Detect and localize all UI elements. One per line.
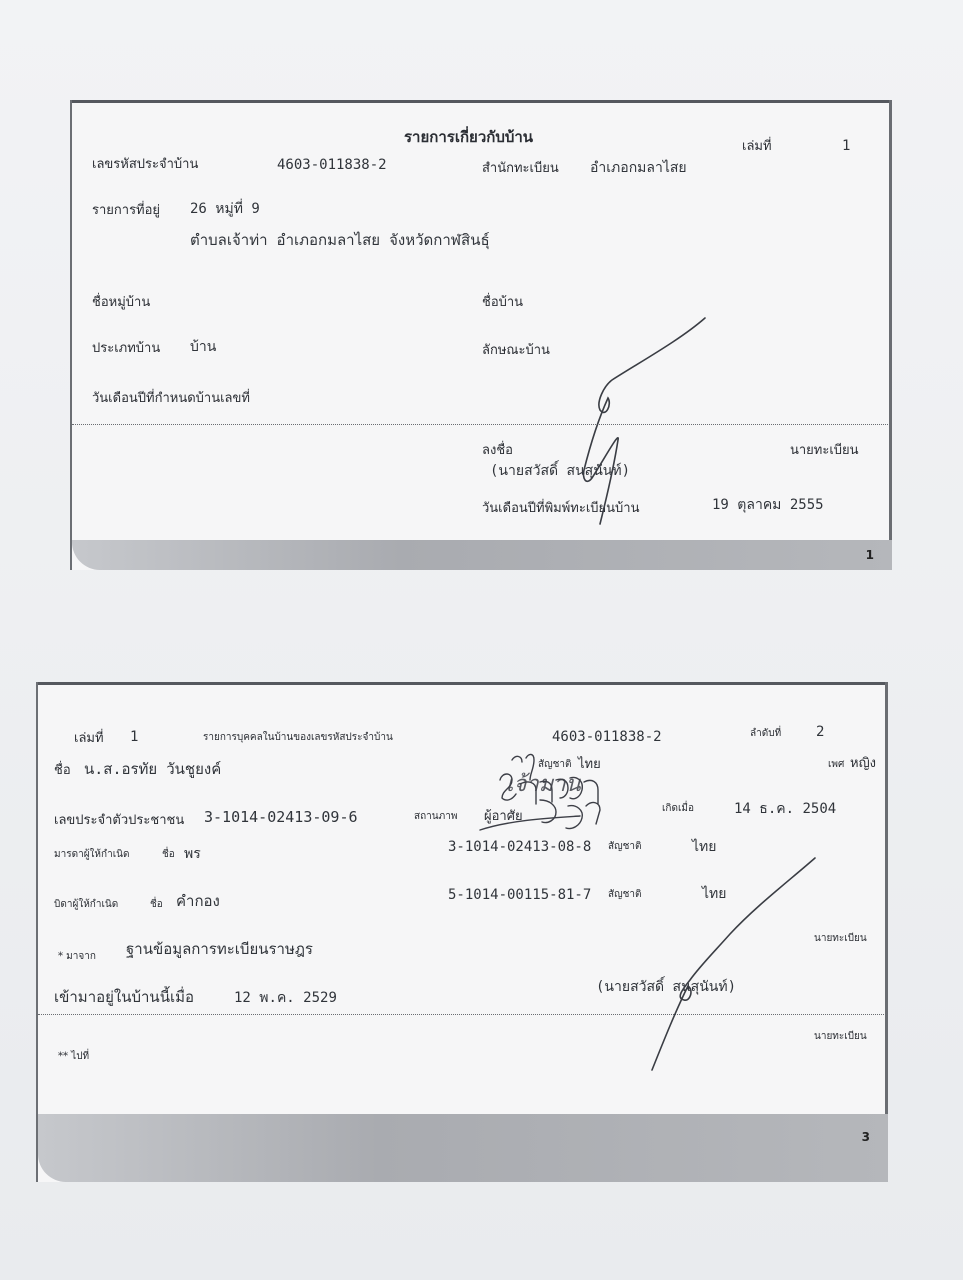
dotted-divider xyxy=(72,424,892,425)
birth-date-label: เกิดเมื่อ xyxy=(662,803,694,814)
house-name-label: ชื่อบ้าน xyxy=(482,295,524,310)
house-code-label: เลขรหัสประจำบ้าน xyxy=(92,157,199,172)
print-date-value: 19 ตุลาคม 2555 xyxy=(712,497,824,513)
page-number: 1 xyxy=(865,548,874,562)
birth-date-value: 14 ธ.ค. 2504 xyxy=(734,801,837,817)
status-value: ผู้อาศัย xyxy=(484,809,523,824)
moved-from-value: ฐานข้อมูลการทะเบียนราษฎร xyxy=(126,940,313,958)
registrar-title-1: นายทะเบียน xyxy=(814,933,867,944)
citizen-id-label: เลขประจำตัวประชาชน xyxy=(54,813,185,828)
registrar-name: (นายสวัสดิ์ สนสุนันท์) xyxy=(490,463,630,479)
mother-nationality-label: สัญชาติ xyxy=(608,841,642,852)
village-name-label: ชื่อหมู่บ้าน xyxy=(92,295,151,310)
card-footer-band xyxy=(72,540,892,570)
book-label: เล่มที่ xyxy=(74,731,104,746)
mother-name-value: พร xyxy=(184,846,201,862)
book-number: 1 xyxy=(842,138,851,154)
card-footer-band xyxy=(38,1114,888,1182)
mother-nationality-value: ไทย xyxy=(692,839,717,855)
registrar-title: นายทะเบียน xyxy=(790,443,859,458)
person-details-card xyxy=(36,682,888,1182)
card-top-border xyxy=(38,682,888,685)
sequence-label: ลำดับที่ xyxy=(750,728,782,739)
moved-from-label: * มาจาก xyxy=(58,951,96,962)
moved-in-date: 12 พ.ค. 2529 xyxy=(234,990,337,1006)
nationality-value: ไทย xyxy=(578,757,601,772)
house-code-value: 4603-011838-2 xyxy=(552,729,662,745)
dotted-divider xyxy=(38,1014,888,1015)
moved-in-label: เข้ามาอยู่ในบ้านนี้เมื่อ xyxy=(54,988,194,1006)
print-date-label: วันเดือนปีที่พิมพ์ทะเบียนบ้าน xyxy=(482,501,640,516)
address-line-2: ตำบลเจ้าท่า อำเภอกมลาไสย จังหวัดกาฬสินธุ์ xyxy=(190,231,490,249)
father-name-value: คำกอง xyxy=(176,892,220,910)
father-nationality-label: สัญชาติ xyxy=(608,889,642,900)
house-details-title: รายการเกี่ยวกับบ้าน xyxy=(404,128,534,146)
registrar-title-2: นายทะเบียน xyxy=(814,1031,867,1042)
father-id-value: 5-1014-00115-81-7 xyxy=(448,887,592,903)
book-label: เล่มที่ xyxy=(742,139,772,154)
sequence-number: 2 xyxy=(816,724,825,740)
citizen-id-value: 3-1014-02413-09-6 xyxy=(204,808,358,826)
address-line-1: 26 หมู่ที่ 9 xyxy=(190,201,260,217)
address-label: รายการที่อยู่ xyxy=(92,203,161,218)
mother-label: มารดาผู้ให้กำเนิด xyxy=(54,849,130,860)
registry-office-label: สำนักทะเบียน xyxy=(482,161,559,176)
nationality-label: สัญชาติ xyxy=(538,759,572,770)
house-number-assign-date-label: วันเดือนปีที่กำหนดบ้านเลขที่ xyxy=(92,391,250,406)
registry-office-value: อำเภอกมลาไสย xyxy=(590,160,687,176)
book-number: 1 xyxy=(130,729,139,745)
registrar-name: (นายสวัสดิ์ สนสุนันท์) xyxy=(596,979,736,995)
moved-to-label: ** ไปที่ xyxy=(58,1051,90,1062)
person-name: น.ส.อรทัย วันชูยงค์ xyxy=(84,760,222,778)
house-character-label: ลักษณะบ้าน xyxy=(482,343,550,358)
handwritten-note-label: เจ้ามาน xyxy=(506,772,581,797)
name-label: ชื่อ xyxy=(54,763,71,778)
father-nationality-value: ไทย xyxy=(702,886,727,902)
status-label: สถานภาพ xyxy=(414,811,458,822)
mother-name-label: ชื่อ xyxy=(162,849,175,860)
house-code-value: 4603-011838-2 xyxy=(277,157,387,173)
sex-label: เพศ xyxy=(828,759,845,770)
sex-value: หญิง xyxy=(850,756,876,771)
house-type-value: บ้าน xyxy=(190,339,217,355)
signature-label: ลงชื่อ xyxy=(482,443,513,458)
card-right-border xyxy=(885,682,888,1152)
card-top-border xyxy=(72,100,892,103)
person-list-header: รายการบุคคลในบ้านของเลขรหัสประจำบ้าน xyxy=(203,732,393,743)
house-details-card xyxy=(70,100,892,570)
card-right-border xyxy=(889,100,892,540)
house-type-label: ประเภทบ้าน xyxy=(92,341,161,356)
mother-id-value: 3-1014-02413-08-8 xyxy=(448,839,592,855)
father-label: บิดาผู้ให้กำเนิด xyxy=(54,899,119,910)
father-name-label: ชื่อ xyxy=(150,899,163,910)
page-number: 3 xyxy=(861,1130,870,1144)
